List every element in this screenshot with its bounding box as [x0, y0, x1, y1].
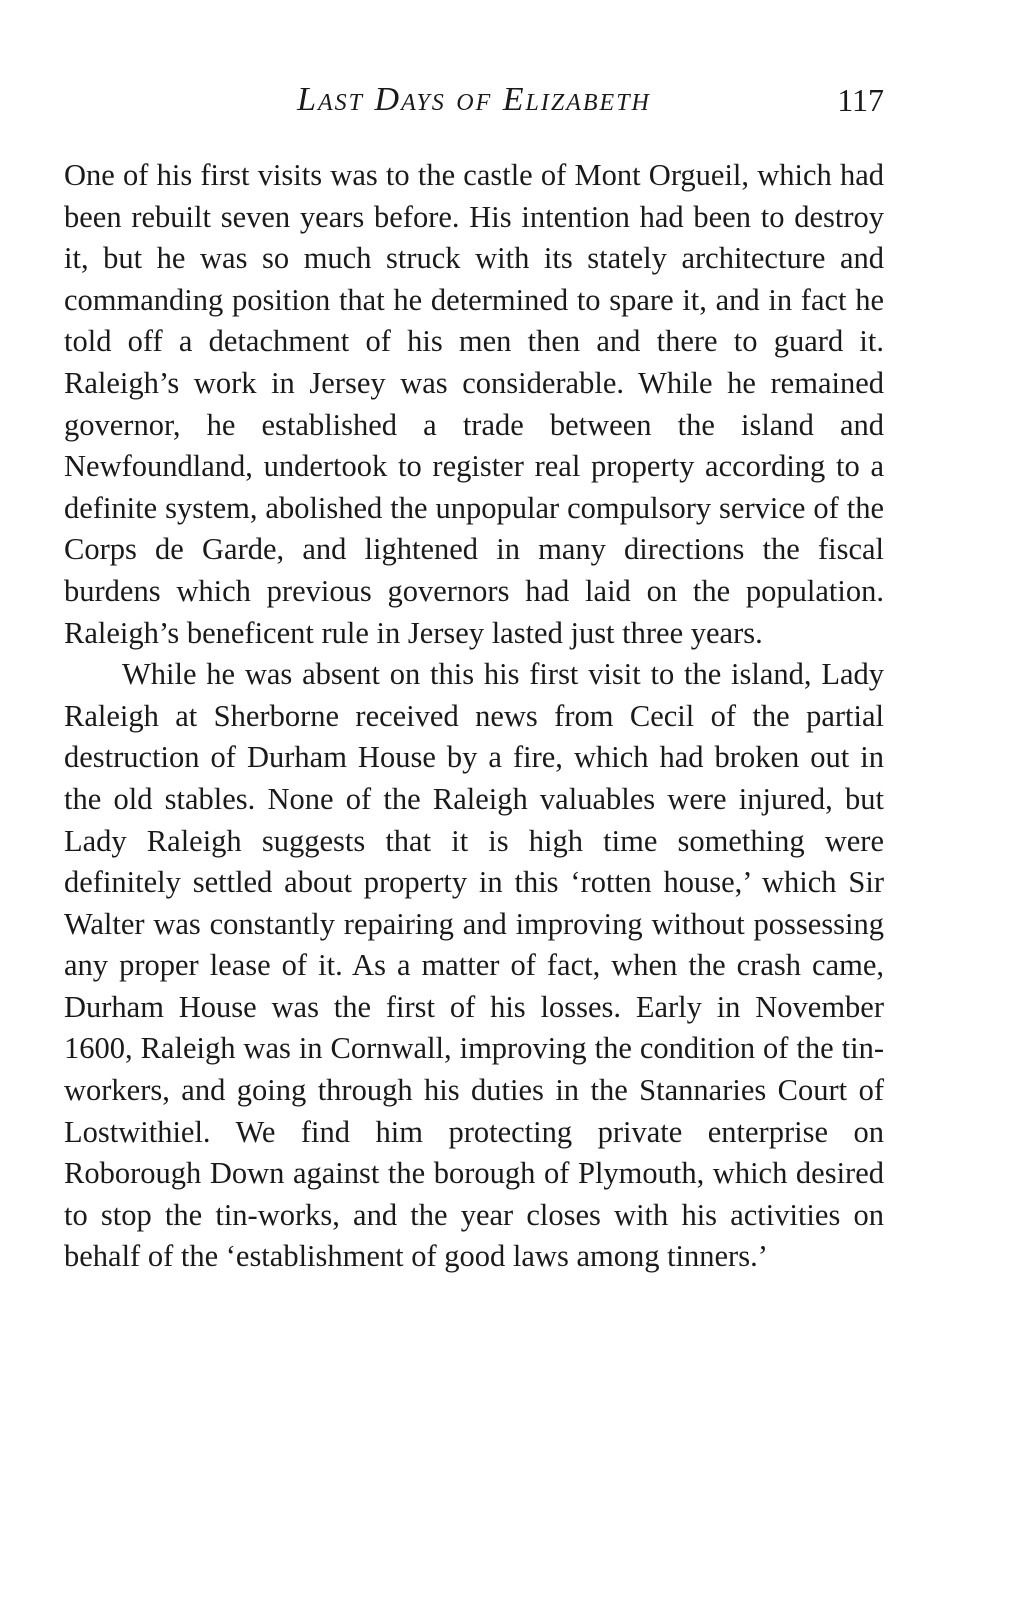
running-header: [64, 78, 884, 122]
page-number: 117: [837, 82, 884, 118]
paragraph-1: One of his first visits was to the castle of Mont Orgueil, which had been rebuilt seven years before. His intention had been to destroy it, but he was so much struck with its stately architecture and commanding position that he determined to spare it, and in fact he told off a detachment of his men then and there to guard it. Raleigh’s work in Jersey was considerable. While he remained governor, he established a trade between the island and Newfoundland, undertook to register real property according to a definite system, abolished the unpopular compulsory service of the Corps de Garde, and lightened in many directions the fiscal burdens which previous governors had laid on the population. Raleigh’s beneficent rule in Jersey lasted just three years.: [64, 158, 884, 650]
body-text: [64, 155, 884, 1278]
paragraph-2: While he was absent on this his first visit to the island, Lady Raleigh at Sherborne received news from Cecil of the partial destruction of Durham House by a fire, which had broken out in the old stables. None of the Raleigh valuables were injured, but Lady Raleigh suggests that it is high time something were definitely settled about property in this ‘rotten house,’ which Sir Walter was constantly repairing and improving without possessing any proper lease of it. As a matter of fact, when the crash came, Durham House was the first of his losses. Early in November 1600, Raleigh was in Cornwall, improving the condition of the tin-workers, and going through his duties in the Stannaries Court of Lostwithiel. We find him protecting private enterprise on Roborough Down against the borough of Plymouth, which desired to stop the tin-works, and the year closes with his activities on behalf of the ‘establishment of good laws among tinners.’: [64, 657, 884, 1274]
running-title: Last Days of Elizabeth: [297, 81, 651, 118]
